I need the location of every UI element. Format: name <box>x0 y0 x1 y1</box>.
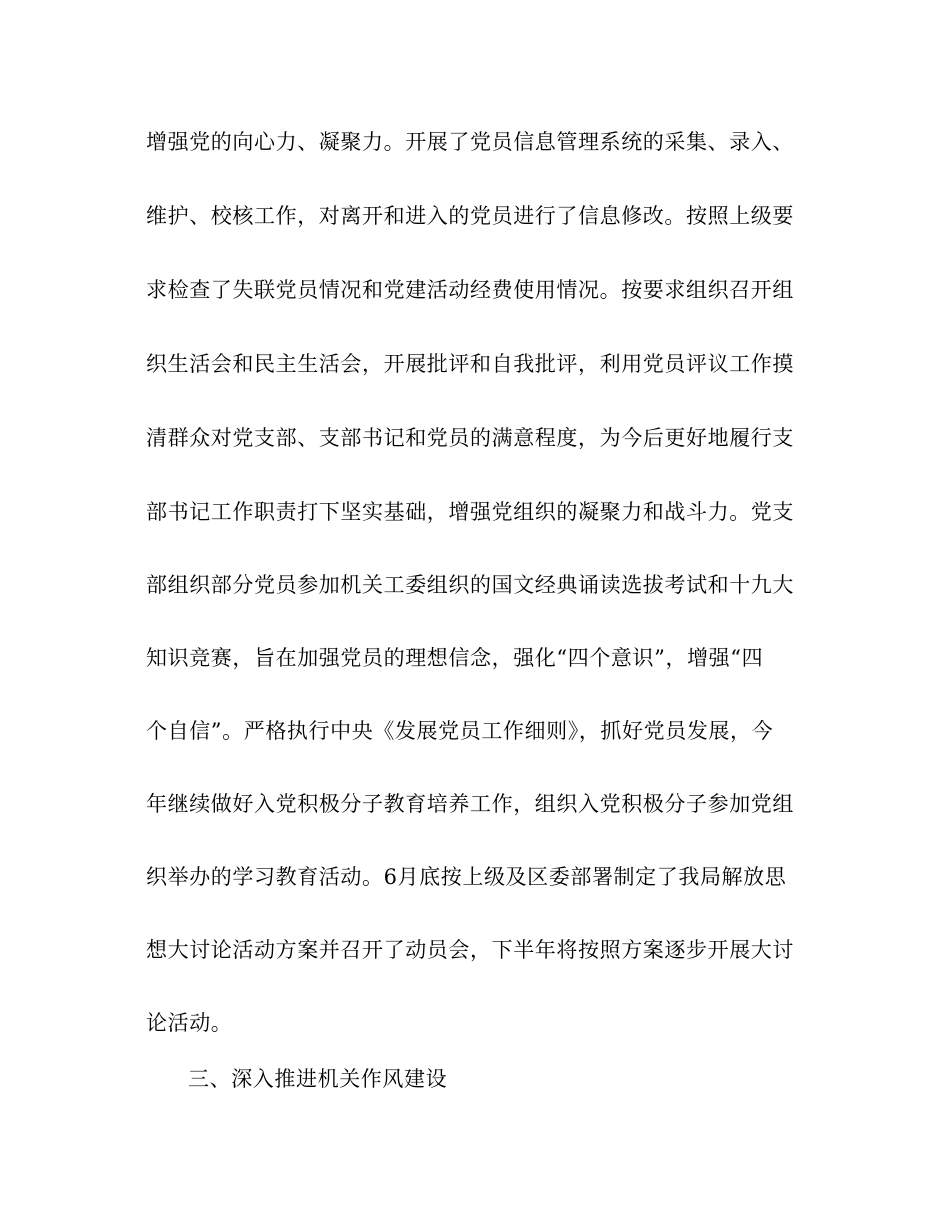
paragraph-line: 年继续做好入党积极分子教育培养工作，组织入党积极分子参加党组 <box>146 792 794 816</box>
paragraph-line: 求检查了失联党员情况和党建活动经费使用情况。按要求组织召开组 <box>146 278 794 302</box>
paragraph-line: 部书记工作职责打下坚实基础，增强党组织的凝聚力和战斗力。党支 <box>146 500 794 524</box>
paragraph-line: 论活动。 <box>146 1011 233 1035</box>
paragraph-line: 部组织部分党员参加机关工委组织的国文经典诵读选拔考试和十九大 <box>146 573 794 597</box>
paragraph-line: 增强党的向心力、凝聚力。开展了党员信息管理系统的采集、录入、 <box>146 130 794 154</box>
paragraph-line: 清群众对党支部、支部书记和党员的满意程度，为今后更好地履行支 <box>146 426 794 450</box>
paragraph-line: 想大讨论活动方案并召开了动员会，下半年将按照方案逐步开展大讨 <box>146 938 794 962</box>
paragraph-line: 维护、校核工作，对离开和进入的党员进行了信息修改。按照上级要 <box>146 204 794 228</box>
paragraph-line: 织生活会和民主生活会，开展批评和自我批评，利用党员评议工作摸 <box>146 352 794 376</box>
paragraph-line: 织举办的学习教育活动。6月底按上级及区委部署制定了我局解放思 <box>146 865 787 889</box>
paragraph-line: 知识竞赛，旨在加强党员的理想信念，强化“四个意识”，增强“四 <box>146 646 764 670</box>
paragraph-line: 个自信”。严格执行中央《发展党员工作细则》，抓好党员发展，今 <box>146 719 774 743</box>
section-heading: 三、深入推进机关作风建设 <box>188 1067 448 1091</box>
